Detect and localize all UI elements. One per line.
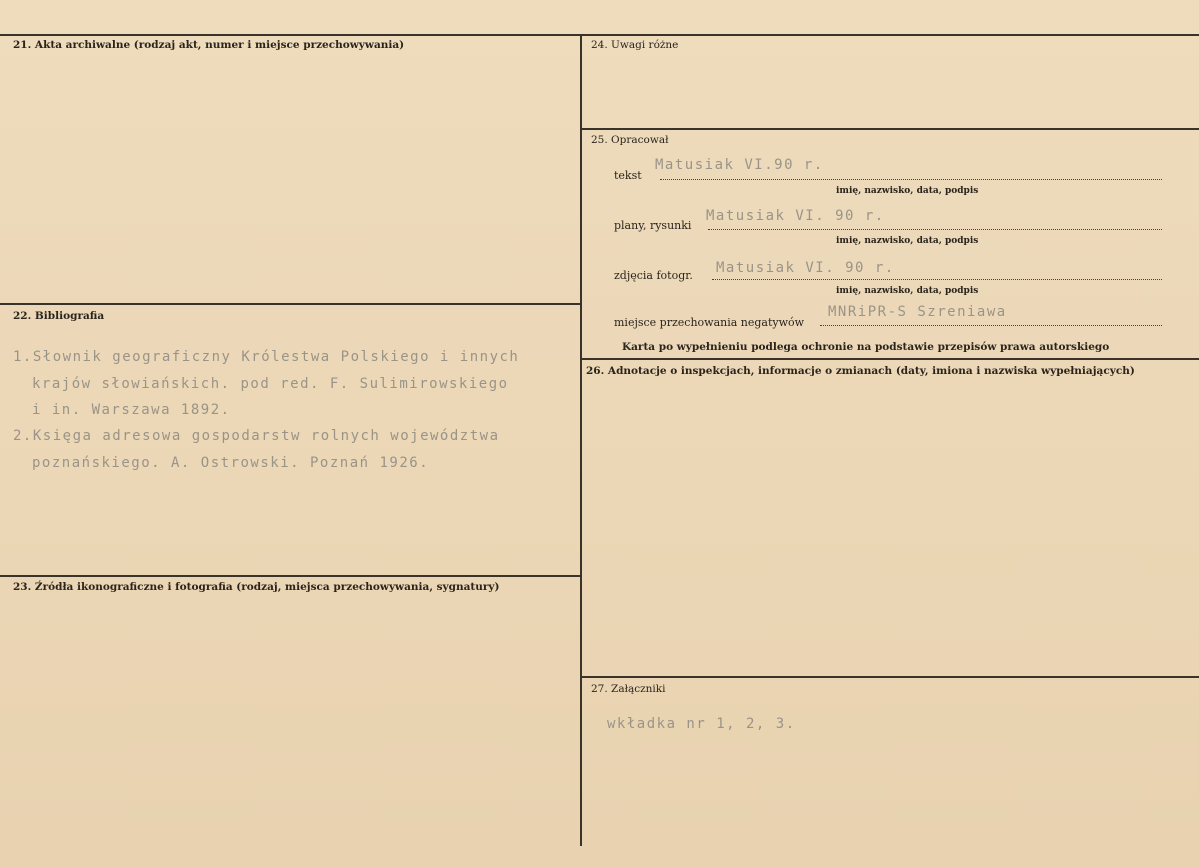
negatywy-label: miejsce przechowania negatywów xyxy=(614,316,805,329)
bibliography-line-1: 1.Słownik geograficzny Królestwa Polskiego i innych xyxy=(13,349,520,365)
copyright-note: Karta po wypełnieniu podlega ochronie na podstawie przepisów prawa autorskiego xyxy=(622,341,1110,353)
tekst-caption: imię, nazwisko, data, podpis xyxy=(836,186,979,196)
zdjecia-label: zdjęcia fotogr. xyxy=(614,269,693,282)
zdjecia-value: Matusiak VI. 90 r. xyxy=(716,260,895,276)
bibliography-line-3: i in. Warszawa 1892. xyxy=(32,402,231,418)
plany-caption: imię, nazwisko, data, podpis xyxy=(836,236,979,246)
attachments-value: wkładka nr 1, 2, 3. xyxy=(607,716,796,732)
divider-26-27 xyxy=(581,676,1199,678)
center-divider xyxy=(580,34,582,846)
section-26-label: 26. Adnotacje o inspekcjach, informacje o zmianach (daty, imiona i nazwiska wypełniających) xyxy=(586,365,1135,377)
divider-22-23 xyxy=(0,575,581,577)
section-24-label: 24. Uwagi różne xyxy=(591,39,679,51)
bibliography-line-5: poznańskiego. A. Ostrowski. Poznań 1926. xyxy=(32,455,430,471)
bibliography-line-4: 2.Księga adresowa gospodarstw rolnych województwa xyxy=(13,428,500,444)
top-rule xyxy=(0,34,1199,36)
section-21-label: 21. Akta archiwalne (rodzaj akt, numer i miejsce przechowywania) xyxy=(13,39,405,51)
divider-25-26 xyxy=(581,358,1199,360)
divider-24-25 xyxy=(581,128,1199,130)
divider-21-22 xyxy=(0,303,581,305)
section-25-label: 25. Opracował xyxy=(591,134,669,146)
zdjecia-caption: imię, nazwisko, data, podpis xyxy=(836,286,979,296)
bibliography-line-2: krajów słowiańskich. pod red. F. Sulimirowskiego xyxy=(32,376,509,392)
tekst-label: tekst xyxy=(614,169,642,182)
section-23-label: 23. Źródła ikonograficzne i fotografia (rodzaj, miejsca przechowywania, sygnatury) xyxy=(13,581,500,593)
tekst-value: Matusiak VI.90 r. xyxy=(655,157,824,173)
zdjecia-line xyxy=(712,279,1162,280)
negatywy-value: MNRiPR-S Szreniawa xyxy=(828,304,1007,320)
section-27-label: 27. Załączniki xyxy=(591,683,666,695)
tekst-line xyxy=(660,179,1162,180)
plany-value: Matusiak VI. 90 r. xyxy=(706,208,885,224)
plany-label: plany, rysunki xyxy=(614,219,692,232)
section-22-label: 22. Bibliografia xyxy=(13,310,105,322)
negatywy-line xyxy=(820,325,1162,326)
plany-line xyxy=(708,229,1162,230)
